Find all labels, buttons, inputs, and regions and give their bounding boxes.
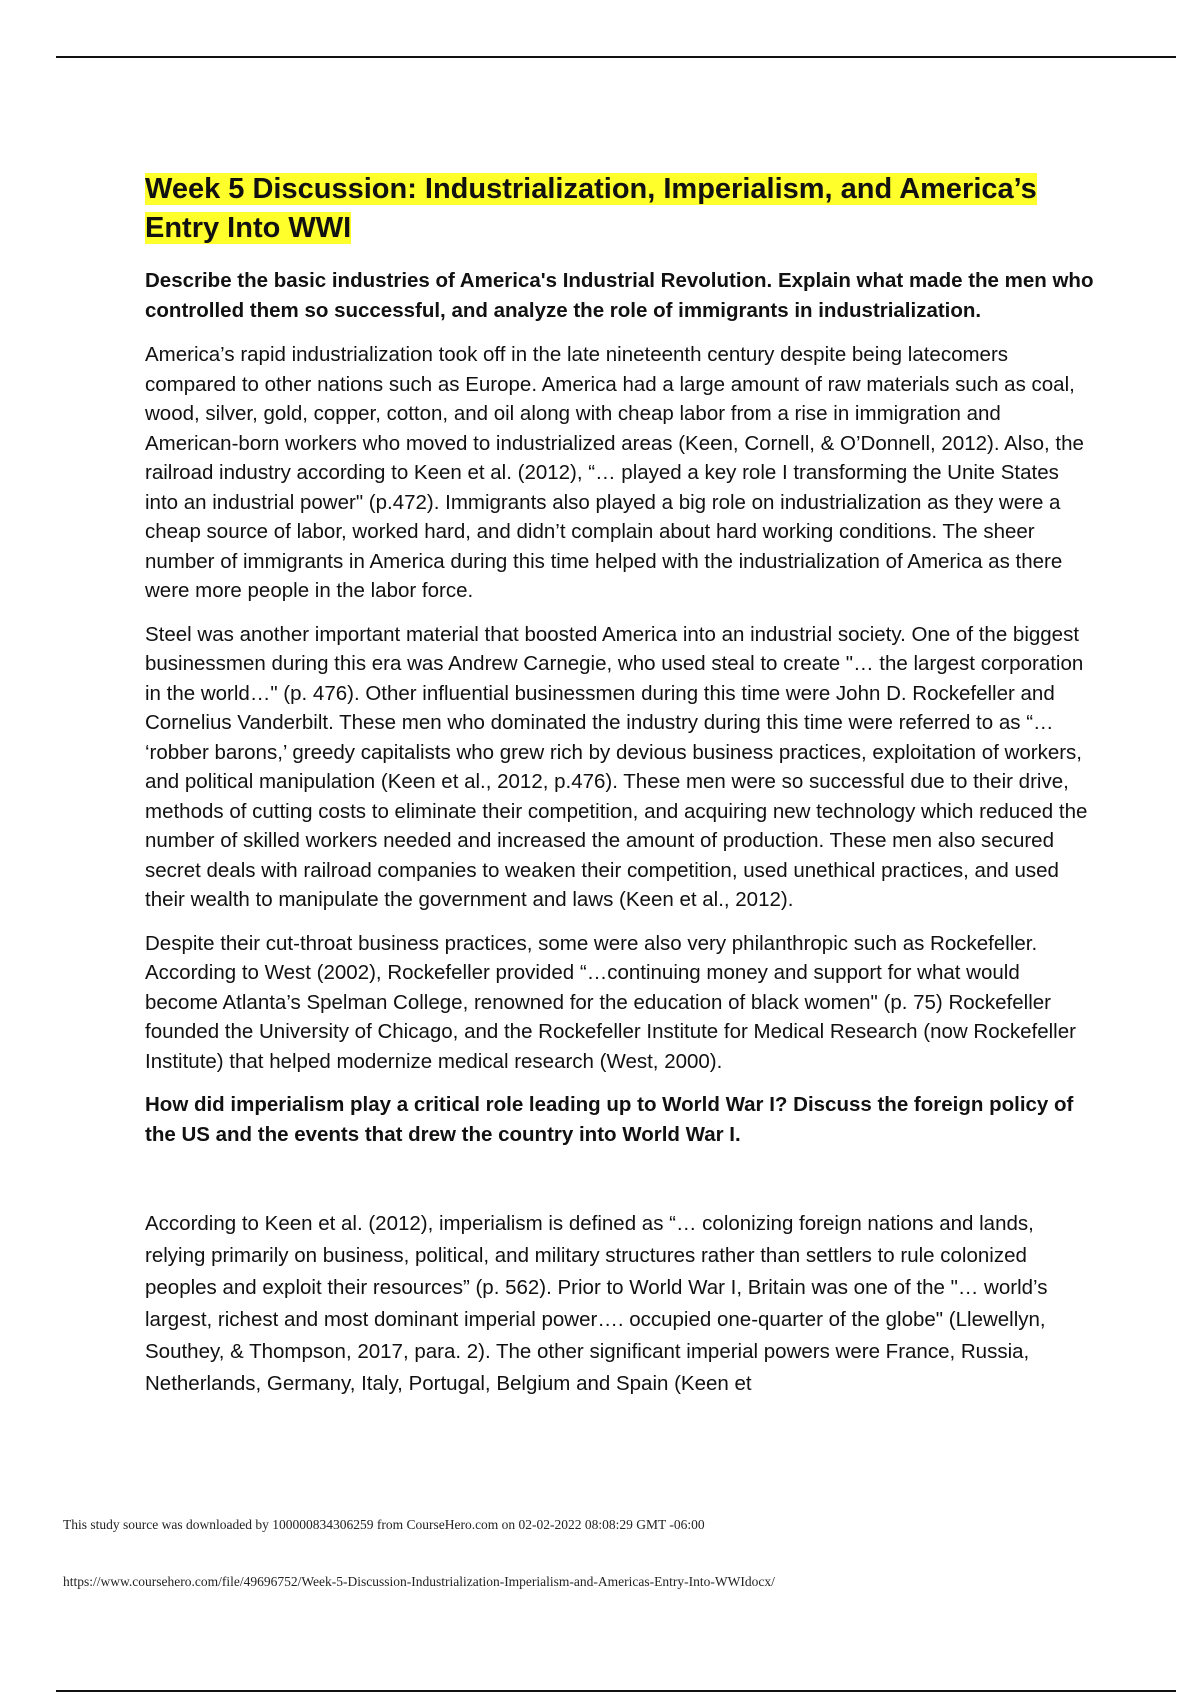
download-notice: This study source was downloaded by 100000834306259 from CourseHero.com on 02-02-2022 08:08:29 GMT -06:00 [63,1517,705,1532]
bottom-rule [56,1690,1176,1692]
source-url[interactable]: https://www.coursehero.com/file/49696752/Week-5-Discussion-Industrialization-Imperialism-and-Americas-Entry-Into-WWIdocx/ [63,1574,775,1589]
document-title [145,170,1095,248]
paragraph-robber-barons: Steel was another important material that boosted America into an industrial society. One of the biggest businessmen during this era was Andrew Carnegie, who used steal to create "… the largest corporation in the world…" (p. 476). Other influential businessmen during this time were John D. Rockefeller and Cornelius Vanderbilt. These men who dominated the industry during this time were referred to as “… ‘robber barons,’ greedy capitalists who grew rich by devious business practices, exploitation of workers, and political manipulation (Keen et al., 2012, p.476). These men were so successful due to their drive, methods of cutting costs to eliminate their competition, and acquiring new technology which reduced the number of skilled workers needed and increased the amount of production. These men also secured secret deals with railroad companies to weaken their competition, used unethical practices, and used their wealth to manipulate the government and laws (Keen et al., 2012). [145,622,1088,911]
question-1: Describe the basic industries of America's Industrial Revolution. Explain what made the men who controlled them so successful, and analyze the role of immigrants in industrialization. [145,269,1094,322]
spacer [145,1164,1095,1208]
top-rule [56,56,1176,58]
paragraph-imperialism: According to Keen et al. (2012), imperialism is defined as “… colonizing foreign nations and lands, relying primarily on business, political, and military structures rather than settlers to rule colonized peoples and exploit their resources” (p. 562). Prior to World War I, Britain was one of the "… world’s largest, richest and most dominant imperial power…. occupied one-quarter of the globe" (Llewellyn, Southey, & Thompson, 2017, para. 2). The other significant imperial powers were France, Russia, Netherlands, Germany, Italy, Portugal, Belgium and Spain (Keen et [145,1212,1048,1395]
document-title-text: Week 5 Discussion: Industrialization, Imperialism, and America’s Entry Into WWI [145,173,1037,244]
question-2: How did imperialism play a critical role leading up to World War I? Discuss the foreign policy of the US and the events that drew the country into World War I. [145,1093,1074,1146]
document-body [145,170,1095,1400]
paragraph-industrialization: America’s rapid industrialization took off in the late nineteenth century despite being latecomers compared to other nations such as Europe. America had a large amount of raw materials such as coal, wood, silver, gold, copper, cotton, and oil along with cheap labor from a rise in immigration and American-born workers who moved to industrialized areas (Keen, Cornell, & O’Donnell, 2012). Also, the railroad industry according to Keen et al. (2012), “… played a key role I transforming the Unite States into an industrial power" (p.472). Immigrants also played a big role on industrialization as they were a cheap source of labor, worked hard, and didn’t complain about hard working conditions. The sheer number of immigrants in America during this time helped with the industrialization of America as there were more people in the labor force. [145,343,1084,602]
paragraph-philanthropy: Despite their cut-throat business practices, some were also very philanthropic such as Rockefeller. According to West (2002), Rockefeller provided “…continuing money and support for what would become Atlanta’s Spelman College, renowned for the education of black women" (p. 75) Rockefeller founded the University of Chicago, and the Rockefeller Institute for Medical Research (now Rockefeller Institute) that helped modernize medical research (West, 2000). [145,931,1076,1073]
